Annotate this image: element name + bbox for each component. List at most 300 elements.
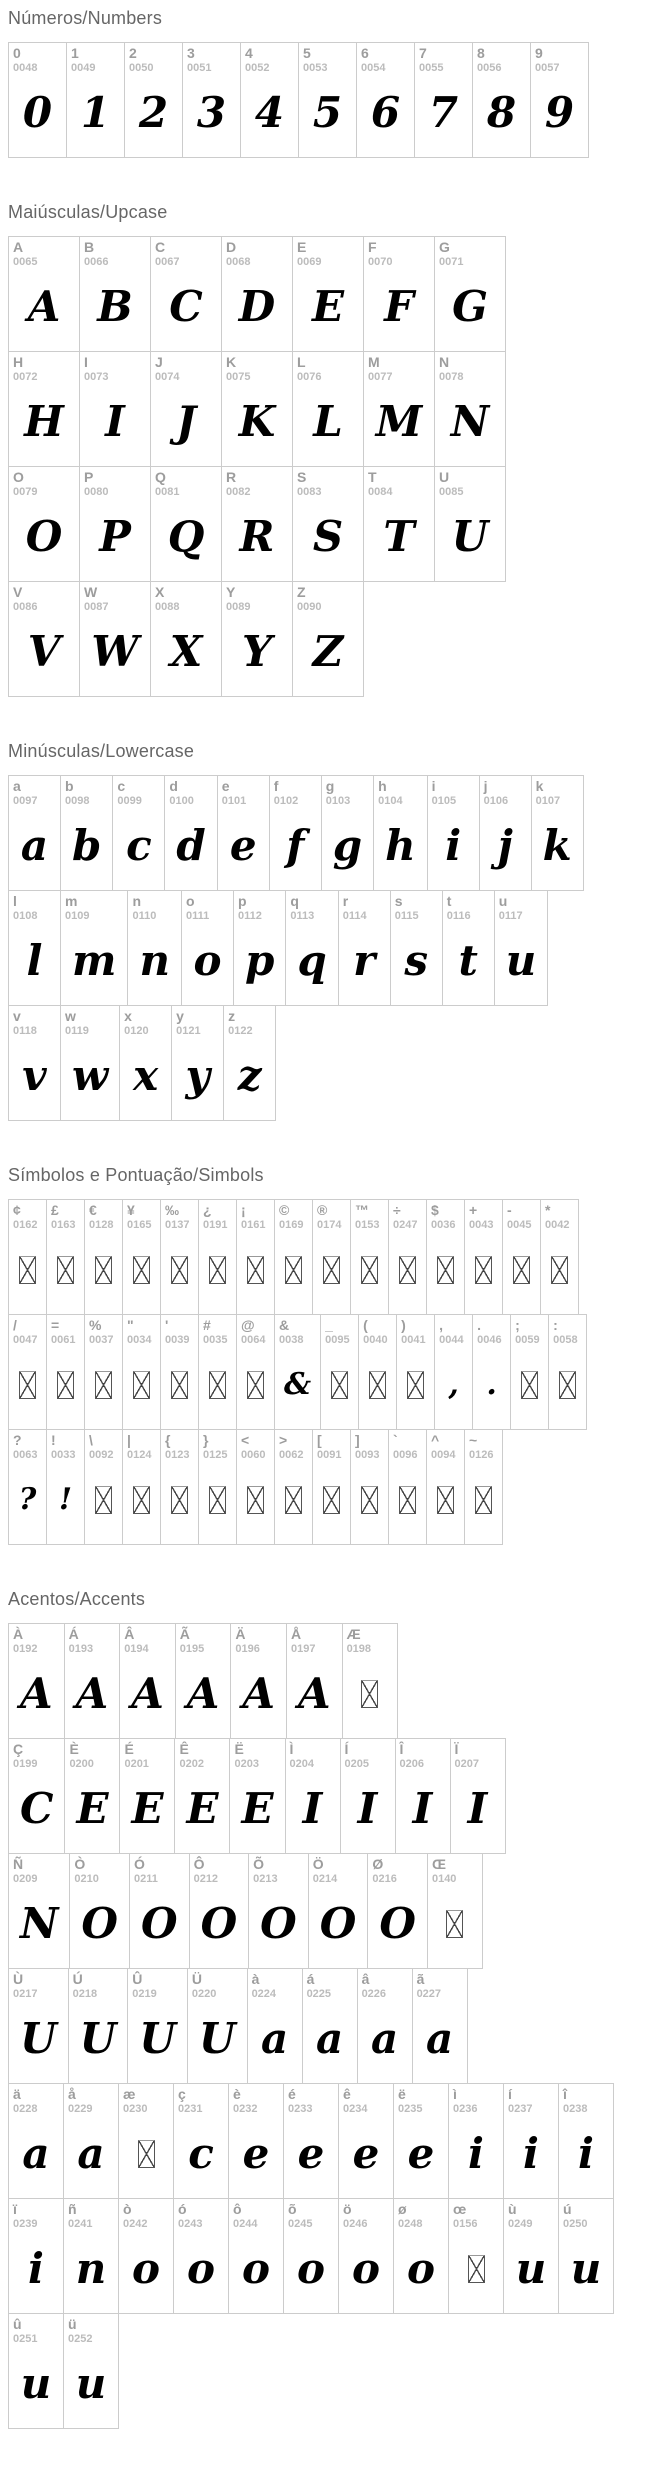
glyph-cell [548, 1314, 587, 1430]
glyph-label: e [221, 778, 230, 794]
glyph-preview: Q [167, 512, 205, 562]
section-title-symbols: Símbolos e Pontuação/Simbols [8, 1165, 264, 1185]
glyph-cell [8, 351, 80, 467]
glyph-code: 0090 [297, 600, 322, 613]
glyph-label: 9 [535, 45, 543, 61]
glyph-preview: r [353, 936, 376, 986]
glyph-label: ø [398, 2201, 407, 2217]
glyph-preview: n [139, 936, 170, 986]
glyph-cell [285, 1738, 341, 1854]
glyph-cell-head [224, 1006, 275, 1037]
glyph-preview: A [20, 1669, 53, 1719]
glyph-preview: 8 [486, 88, 517, 138]
glyph-label: X [155, 584, 165, 600]
glyph-cell-head [229, 2199, 283, 2230]
section-accents [8, 1545, 653, 2429]
glyph-cell [8, 2313, 64, 2429]
glyph-preview: H [24, 397, 64, 447]
glyph-cell [286, 1623, 343, 1739]
glyph-preview: g [332, 821, 363, 871]
glyph-label: ê [343, 2086, 351, 2102]
glyph-preview: q [297, 936, 327, 986]
glyph-preview: c [126, 821, 152, 871]
glyph-code: 0070 [368, 255, 393, 268]
glyph-code: 0044 [439, 1333, 464, 1346]
glyph-preview: u [75, 2359, 107, 2409]
glyph-preview: A [297, 1669, 331, 1719]
glyph-label: u [498, 893, 508, 909]
glyph-preview: V [27, 627, 61, 677]
glyph-code: 0074 [155, 370, 180, 383]
glyph-label: { [165, 1432, 171, 1448]
glyph-row [8, 775, 653, 891]
glyph-label: 4 [245, 45, 253, 61]
glyph-code: 0193 [68, 1642, 94, 1655]
glyph-label: v [13, 1008, 21, 1024]
glyph-row [8, 2083, 653, 2199]
glyph-label: å [68, 2086, 76, 2102]
glyph-cell [228, 2083, 284, 2199]
glyph-label: Ö [312, 1856, 324, 1872]
glyph-row [8, 1314, 653, 1430]
glyph-label: € [89, 1202, 97, 1218]
glyph-preview [343, 1655, 397, 1738]
glyph-preview [161, 1461, 198, 1544]
glyph-cell-head [465, 1430, 502, 1461]
glyph-cell [274, 1314, 321, 1430]
glyph-code: 0059 [515, 1333, 540, 1346]
glyph-code: 0107 [535, 794, 561, 807]
glyph-preview: O [260, 1899, 297, 1949]
glyph-preview: o [241, 2244, 270, 2294]
glyph-cell [427, 775, 480, 891]
glyph-cell [292, 351, 364, 467]
glyph-preview: A [27, 282, 61, 332]
glyph-code: 0046 [477, 1333, 502, 1346]
missing-glyph-box-icon [171, 1256, 188, 1284]
glyph-cell-head [9, 467, 79, 498]
glyph-cell-head [190, 1854, 249, 1885]
glyph-preview: N [20, 1899, 59, 1949]
glyph-code: 0220 [191, 1987, 217, 2000]
glyph-cell-head [161, 1430, 198, 1461]
glyph-preview: E [241, 1784, 274, 1834]
glyph-cell [448, 2198, 504, 2314]
glyph-cell-head [480, 776, 531, 807]
glyph-code: 0036 [431, 1218, 456, 1231]
glyph-cell [426, 1429, 465, 1545]
glyph-code: 0192 [13, 1642, 38, 1655]
glyph-code: 0115 [394, 909, 419, 922]
glyph-code: 0196 [235, 1642, 260, 1655]
glyph-label: s [394, 893, 403, 909]
glyph-cell-head [237, 1200, 274, 1231]
glyph-code: 0195 [179, 1642, 205, 1655]
glyph-cell-head [123, 1200, 160, 1231]
glyph-preview: 5 [312, 88, 343, 138]
glyph-preview: y [185, 1051, 210, 1101]
glyph-cell [60, 1005, 120, 1121]
glyph-code: 0225 [306, 1987, 332, 2000]
glyph-code: 0219 [132, 1987, 157, 2000]
glyph-cell [464, 1199, 503, 1315]
glyph-cell-head [69, 1969, 128, 2000]
glyph-cell [390, 890, 443, 1006]
glyph-cell-head [364, 237, 434, 268]
glyph-code: 0228 [13, 2102, 38, 2115]
glyph-label: Õ [253, 1856, 265, 1872]
glyph-cell [217, 775, 270, 891]
glyph-preview: i [468, 2129, 484, 2179]
glyph-label: 3 [187, 45, 195, 61]
glyph-cell [434, 351, 506, 467]
glyph-code: 0052 [245, 61, 270, 74]
glyph-code: 0123 [165, 1448, 190, 1461]
glyph-preview: v [22, 1051, 47, 1101]
missing-glyph-box-icon [247, 1486, 264, 1514]
glyph-code: 0217 [13, 1987, 38, 2000]
glyph-cell [223, 1005, 276, 1121]
glyph-label: H [13, 354, 24, 370]
glyph-label: c [117, 778, 126, 794]
glyph-cell [66, 42, 125, 158]
glyph-preview [351, 1461, 388, 1544]
glyph-preview: I [412, 1784, 433, 1834]
glyph-code: 0048 [13, 61, 38, 74]
glyph-cell-head [9, 43, 66, 74]
glyph-label: á [306, 1971, 315, 1987]
glyph-cell-head [176, 1624, 231, 1655]
glyph-preview: c [188, 2129, 214, 2179]
glyph-code: 0120 [124, 1024, 149, 1037]
glyph-cell-head [321, 1315, 358, 1346]
glyph-cell [8, 2083, 64, 2199]
glyph-preview: U [79, 2014, 117, 2064]
glyph-cell-head [9, 776, 60, 807]
glyph-cell [150, 351, 222, 467]
glyph-cell [395, 1738, 451, 1854]
glyph-preview [465, 1461, 502, 1544]
glyph-cell [530, 42, 589, 158]
glyph-rows [8, 1199, 653, 1545]
glyph-label: [ [317, 1432, 322, 1448]
glyph-code: 0243 [178, 2217, 203, 2230]
glyph-label: K [226, 354, 237, 370]
glyph-code: 0227 [416, 1987, 442, 2000]
glyph-cell [8, 1199, 47, 1315]
glyph-code: 0078 [439, 370, 464, 383]
glyph-cell-head [241, 43, 298, 74]
glyph-cell-head [397, 1315, 434, 1346]
glyph-code: 0099 [117, 794, 142, 807]
glyph-cell [540, 1199, 579, 1315]
glyph-label: Ù [13, 1971, 24, 1987]
missing-glyph-box-icon [171, 1486, 188, 1514]
glyph-label: k [535, 778, 544, 794]
glyph-preview [161, 1346, 198, 1429]
glyph-label: ! [51, 1432, 56, 1448]
glyph-cell [122, 1429, 161, 1545]
missing-glyph-box-icon [247, 1256, 264, 1284]
glyph-label: ä [13, 2086, 21, 2102]
glyph-code: 0062 [279, 1448, 304, 1461]
glyph-cell [118, 2083, 174, 2199]
glyph-label: ì [453, 2086, 457, 2102]
glyph-label: + [469, 1202, 478, 1218]
glyph-preview: 6 [370, 88, 401, 138]
missing-glyph-box-icon [513, 1256, 530, 1284]
missing-glyph-box-icon [323, 1256, 340, 1284]
glyph-label: d [169, 778, 178, 794]
glyph-cell-head [391, 891, 442, 922]
glyph-code: 0233 [288, 2102, 313, 2115]
glyph-code: 0077 [368, 370, 393, 383]
glyph-preview [47, 1231, 84, 1314]
glyph-cell-head [85, 1430, 122, 1461]
glyph-cell-head [182, 891, 233, 922]
glyph-cell [292, 236, 364, 352]
glyph-preview: p [245, 936, 275, 986]
glyph-cell-head [359, 1315, 396, 1346]
section-title-upcase: Maiúsculas/Upcase [8, 202, 168, 222]
glyph-code: 0242 [123, 2217, 148, 2230]
glyph-code: 0163 [51, 1218, 76, 1231]
glyph-cell-head [339, 2084, 393, 2115]
glyph-cell-head [234, 891, 285, 922]
glyph-preview: u [570, 2244, 602, 2294]
glyph-label: ë [398, 2086, 406, 2102]
glyph-preview: I [467, 1784, 488, 1834]
glyph-preview: M [375, 397, 423, 447]
glyph-label: 6 [361, 45, 369, 61]
glyph-preview: e [297, 2129, 325, 2179]
glyph-cell [363, 236, 435, 352]
missing-glyph-box-icon [209, 1371, 226, 1399]
glyph-cell [175, 1623, 232, 1739]
glyph-preview: & [284, 1367, 312, 1403]
glyph-preview: a [425, 2014, 454, 2064]
glyph-preview: W [91, 627, 139, 677]
glyph-label: ã [416, 1971, 425, 1987]
glyph-label: ¡ [241, 1202, 246, 1218]
glyph-cell [531, 775, 584, 891]
glyph-cell-head [343, 1624, 397, 1655]
glyph-preview [47, 1346, 84, 1429]
glyph-label: G [439, 239, 450, 255]
glyph-cell-head [183, 43, 240, 74]
glyph-label: À [13, 1626, 24, 1642]
glyph-preview: E [311, 282, 344, 332]
glyph-cell [164, 775, 217, 891]
glyph-cell [427, 1853, 483, 1969]
glyph-cell [292, 581, 364, 697]
glyph-cell [350, 1199, 389, 1315]
glyph-cell-head [119, 2199, 173, 2230]
glyph-label: E [297, 239, 307, 255]
glyph-code: 0073 [84, 370, 109, 383]
section-title-accents: Acentos/Accents [8, 1589, 146, 1609]
glyph-label: ü [68, 2316, 77, 2332]
glyph-code: 0097 [13, 794, 38, 807]
glyph-label: î [563, 2086, 567, 2102]
glyph-cell-head [80, 467, 150, 498]
glyph-code: 0104 [378, 794, 403, 807]
glyph-cell [63, 2313, 119, 2429]
glyph-cell-head [47, 1200, 84, 1231]
glyph-cell-head [275, 1430, 312, 1461]
glyph-code: 0117 [498, 909, 523, 922]
glyph-label: 0 [13, 45, 21, 61]
glyph-preview [389, 1461, 426, 1544]
glyph-preview [427, 1231, 464, 1314]
glyph-label: Ø [372, 1856, 384, 1872]
glyph-cell [46, 1199, 85, 1315]
missing-glyph-box-icon [407, 1371, 424, 1399]
glyph-preview: a [22, 2129, 50, 2179]
glyph-code: 0205 [344, 1757, 369, 1770]
missing-glyph-box-icon [95, 1371, 112, 1399]
glyph-code: 0041 [401, 1333, 426, 1346]
glyph-cell [189, 1853, 250, 1969]
missing-glyph-box-icon [19, 1256, 36, 1284]
missing-glyph-box-icon [285, 1256, 302, 1284]
section-lowercase [8, 697, 653, 1121]
glyph-cell-head [428, 1854, 482, 1885]
glyph-row [8, 1429, 653, 1545]
glyph-code: 0091 [317, 1448, 342, 1461]
glyph-preview: G [452, 282, 488, 332]
glyph-cell-head [80, 582, 150, 613]
glyph-cell [298, 42, 357, 158]
glyph-cell [79, 581, 151, 697]
glyph-cell-head [293, 467, 363, 498]
glyph-label: q [290, 893, 299, 909]
glyph-code: 0079 [13, 485, 38, 498]
glyph-cell [434, 236, 506, 352]
glyph-preview [237, 1461, 274, 1544]
glyph-code: 0161 [241, 1218, 266, 1231]
glyph-cell [173, 2198, 229, 2314]
glyph-cell-head [165, 776, 216, 807]
glyph-cell [558, 2083, 614, 2199]
glyph-cell [112, 775, 165, 891]
missing-glyph-box-icon [95, 1486, 112, 1514]
glyph-cell [181, 890, 234, 1006]
glyph-cell-head [47, 1430, 84, 1461]
glyph-preview: j [497, 821, 513, 871]
glyph-preview: N [450, 397, 490, 447]
glyph-cell-head [339, 2199, 393, 2230]
glyph-code: 0105 [431, 794, 457, 807]
glyph-code: 0045 [507, 1218, 532, 1231]
glyph-label: o [186, 893, 195, 909]
glyph-label: t [446, 893, 452, 909]
glyph-label: B [84, 239, 95, 255]
section-title-lowercase: Minúsculas/Lowercase [8, 741, 195, 761]
glyph-cell-head [427, 1430, 464, 1461]
glyph-preview: m [72, 936, 117, 986]
glyph-code: 0101 [221, 794, 247, 807]
glyph-cell [8, 1968, 69, 2084]
glyph-label: ? [13, 1432, 22, 1448]
glyph-label: Í [344, 1741, 349, 1757]
glyph-preview: a [77, 2129, 105, 2179]
glyph-code: 0214 [312, 1872, 338, 1885]
glyph-label: ' [165, 1317, 169, 1333]
glyph-code: 0038 [279, 1333, 304, 1346]
glyph-preview: i [445, 821, 462, 871]
missing-glyph-box-icon [285, 1486, 302, 1514]
glyph-code: 0122 [228, 1024, 253, 1037]
glyph-label: h [378, 778, 387, 794]
glyph-code: 0209 [13, 1872, 38, 1885]
glyph-cell-head [237, 1430, 274, 1461]
glyph-label: i [431, 778, 436, 794]
glyph-cell-head [394, 2199, 448, 2230]
glyph-label: } [203, 1432, 209, 1448]
glyph-code: 0230 [123, 2102, 148, 2115]
glyph-cell-head [64, 2314, 118, 2345]
glyph-cell [274, 1429, 313, 1545]
glyph-preview [275, 1461, 312, 1544]
glyph-preview: u [515, 2244, 547, 2294]
glyph-row [8, 42, 653, 158]
glyph-code: 0248 [398, 2217, 423, 2230]
glyph-cell-head [473, 1315, 510, 1346]
glyph-code: 0234 [343, 2102, 368, 2115]
glyph-preview: h [385, 821, 416, 871]
missing-glyph-box-icon [361, 1256, 378, 1284]
glyph-cell-head [293, 582, 363, 613]
glyph-preview [237, 1346, 274, 1429]
glyph-code: 0165 [127, 1218, 152, 1231]
glyph-preview: Z [312, 627, 344, 677]
glyph-preview [161, 1231, 198, 1314]
glyph-preview [313, 1231, 350, 1314]
glyph-label: _ [325, 1317, 333, 1333]
glyph-cell [338, 890, 391, 1006]
glyph-cell-head [9, 1315, 46, 1346]
glyph-preview [351, 1231, 388, 1314]
glyph-cell [119, 1623, 176, 1739]
glyph-code: 0194 [124, 1642, 149, 1655]
glyph-cell [8, 775, 61, 891]
glyph-code: 0128 [89, 1218, 114, 1231]
glyph-cell [247, 1968, 303, 2084]
glyph-label: ¿ [203, 1202, 212, 1218]
glyph-cell [494, 890, 549, 1006]
glyph-preview [465, 1231, 502, 1314]
glyph-preview: K [238, 397, 276, 447]
glyph-label: < [241, 1432, 250, 1448]
glyph-cell-head [61, 776, 112, 807]
missing-glyph-box-icon [399, 1486, 416, 1514]
glyph-cell [221, 351, 293, 467]
glyph-label: ù [508, 2201, 517, 2217]
glyph-code: 0199 [13, 1757, 38, 1770]
glyph-cell-head [151, 582, 221, 613]
glyph-code: 0060 [241, 1448, 266, 1461]
glyph-code: 0207 [454, 1757, 479, 1770]
glyph-preview: P [99, 512, 131, 562]
missing-glyph-box-icon [138, 2140, 155, 2168]
glyph-cell-head [303, 1969, 357, 2000]
glyph-preview: U [198, 2014, 236, 2064]
glyph-label: C [155, 239, 166, 255]
glyph-code: 0049 [71, 61, 96, 74]
glyph-label: Ä [235, 1626, 246, 1642]
glyph-code: 0111 [186, 909, 210, 922]
